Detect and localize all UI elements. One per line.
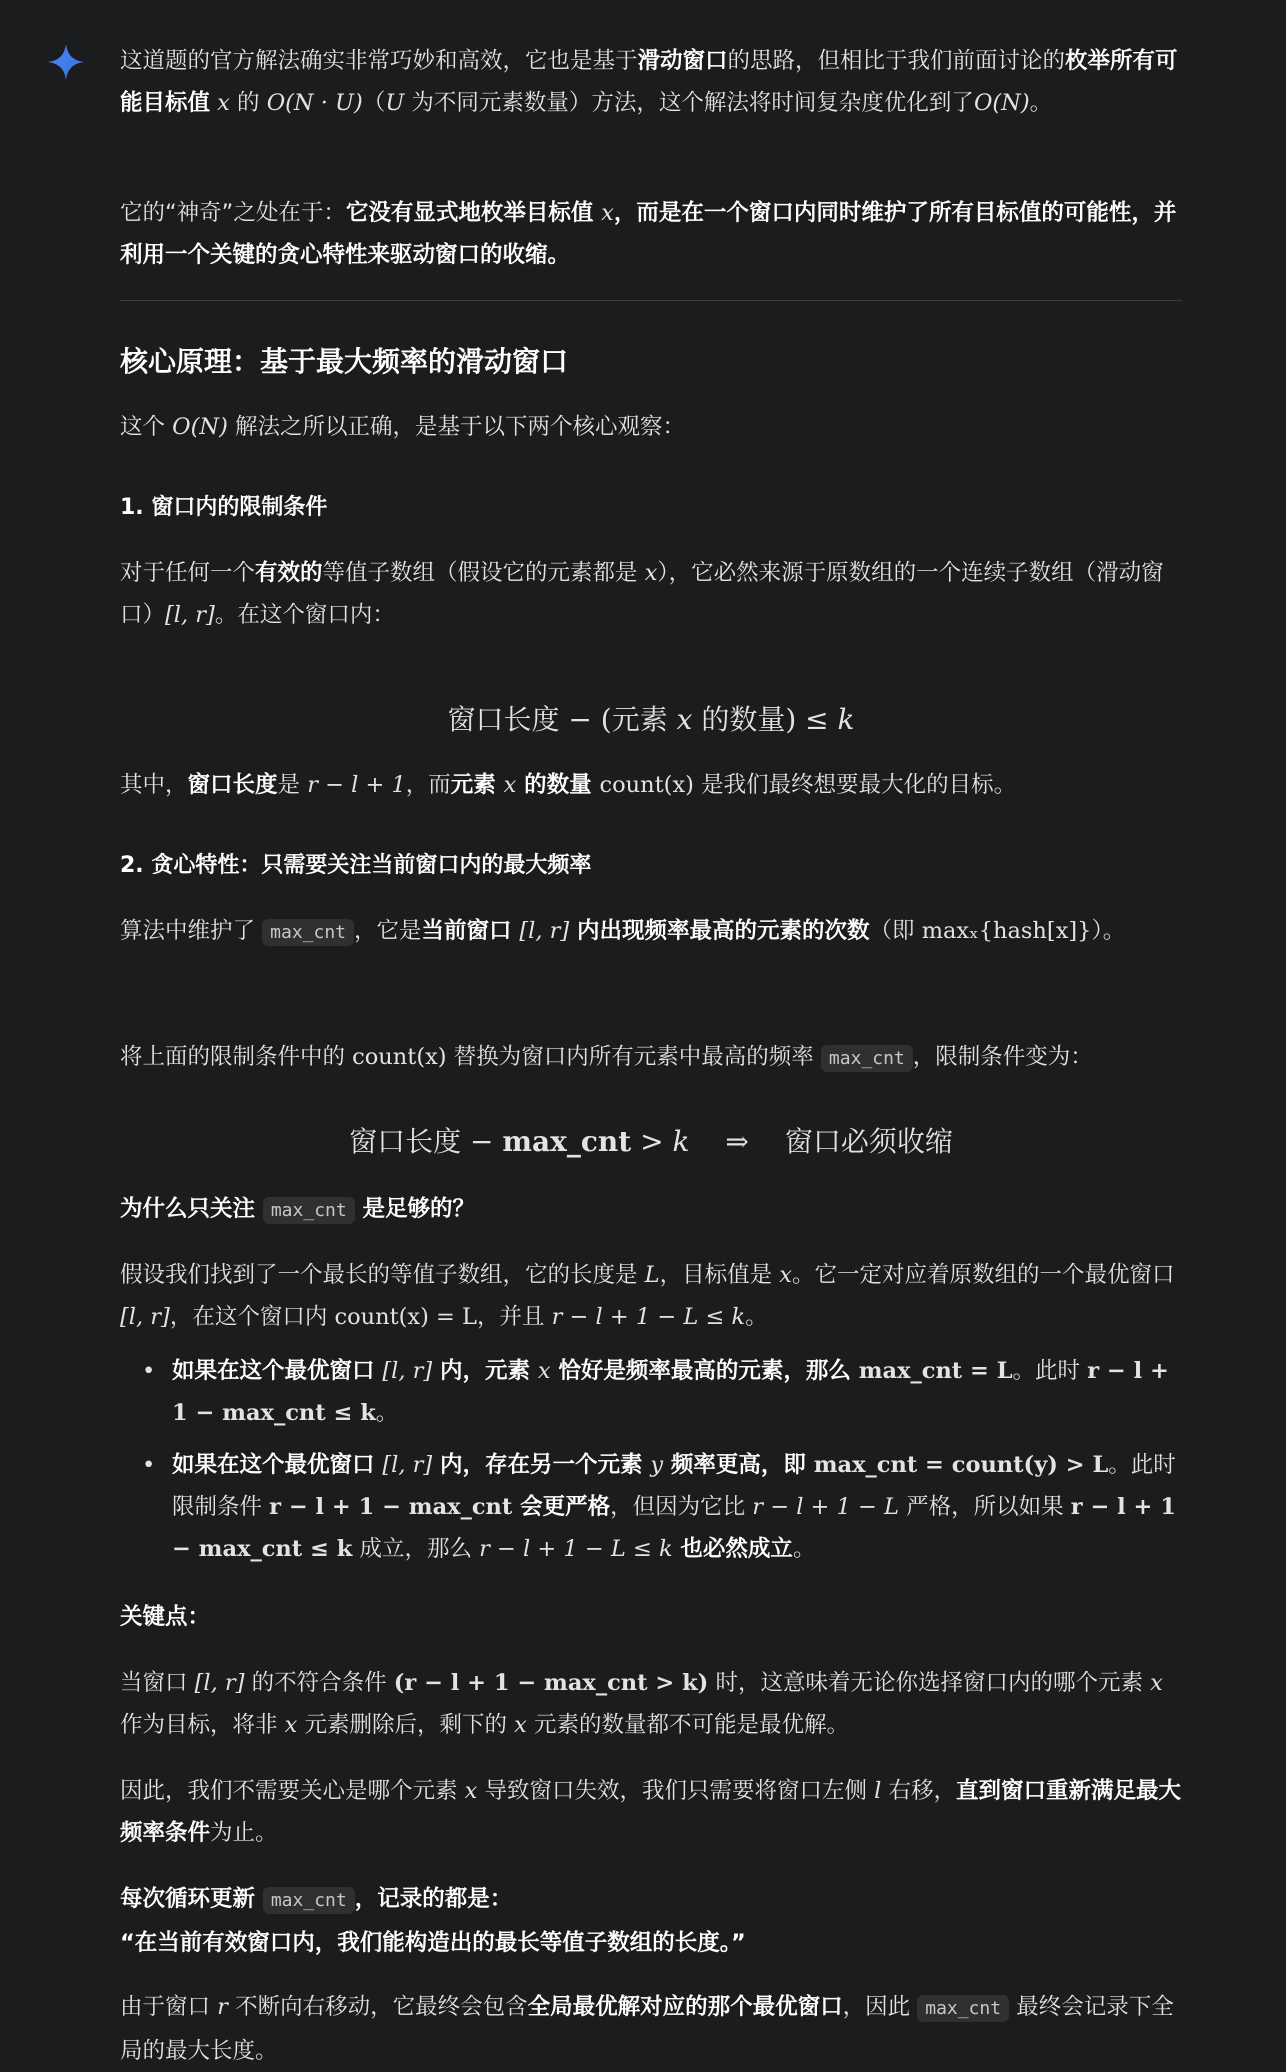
math-operator: >: [631, 1125, 673, 1158]
text: 作为目标，将非: [120, 1712, 285, 1738]
math: x: [644, 560, 658, 586]
conclusion-paragraph: [120, 1986, 1182, 2072]
math: r − l + 1 − max_cnt ≤ k: [172, 1494, 1176, 1562]
equation-shrink: [120, 1120, 1182, 1164]
text: 其中，: [120, 772, 188, 798]
text: 。: [1029, 90, 1053, 116]
text: 为止。: [210, 1820, 278, 1846]
math: r − l + 1 − max_cnt: [269, 1494, 513, 1520]
text: 元素删除后，剩下的: [297, 1712, 515, 1738]
text: 算法中维护了: [120, 918, 263, 944]
math-operator: ≤: [796, 703, 838, 736]
text: 这道题的官方解法确实非常巧妙和高效，它也是基于: [120, 48, 638, 74]
inline-code: max_cnt: [917, 1995, 1009, 2022]
text: 因此，我们不需要关心是哪个元素: [120, 1778, 465, 1804]
text: 成立，那么: [352, 1536, 480, 1562]
math: [l, r]: [165, 602, 215, 628]
bold-text: 为什么只关注: [120, 1196, 263, 1222]
math: y: [650, 1452, 664, 1478]
replace-paragraph: [120, 1036, 1182, 1080]
text: 当窗口: [120, 1670, 195, 1696]
bold-text: 会更严格: [512, 1494, 611, 1520]
text: 。此时限制条件: [172, 1452, 1176, 1520]
math: r − l + 1: [307, 772, 406, 798]
math: x: [464, 1778, 478, 1804]
section-heading: 核心原理：基于最大频率的滑动窗口: [120, 345, 569, 378]
constraint-paragraph: [120, 552, 1182, 636]
invalid-window-paragraph: [120, 1662, 1182, 1746]
math: x: [284, 1712, 298, 1738]
text: 。此时: [1012, 1358, 1088, 1384]
math: max_cnt: [502, 1125, 632, 1158]
divider: [120, 300, 1182, 301]
math: x: [601, 200, 614, 226]
window-length-paragraph: [120, 764, 1182, 806]
text: 替换为窗口内所有元素中最高的频率: [446, 1044, 821, 1070]
math: k: [837, 703, 855, 736]
bold-text: 有效的: [255, 560, 323, 586]
math: count(x) = L: [334, 1304, 477, 1330]
text: ），它必然来源于原数组的一个连续子数组（滑动窗口）: [120, 560, 1164, 628]
math: L: [644, 1262, 660, 1288]
text: 将上面的限制条件中的: [120, 1044, 353, 1070]
bold-text: 它没有显式地枚举目标值: [345, 200, 602, 226]
text: 元素的数量都不可能是最优解。: [526, 1712, 850, 1738]
text: 时，这意味着无论你选择窗口内的哪个元素: [708, 1670, 1151, 1696]
equation-constraint: [120, 698, 1182, 742]
list-item: [172, 1350, 1182, 1434]
observation-intro: [120, 406, 1182, 448]
inline-code: max_cnt: [821, 1045, 913, 1072]
text: 是我们最终想要最大化的目标。: [693, 772, 1017, 798]
inline-code: max_cnt: [262, 919, 354, 946]
intro-paragraph: [120, 40, 1182, 124]
text: 。它一定对应着原数组的一个最优窗口: [791, 1262, 1175, 1288]
text: 的思路，但相比于我们前面讨论的: [727, 48, 1066, 74]
math-operator: −: [461, 1125, 503, 1158]
key-point-label: [120, 1596, 1182, 1638]
bold-text: 如果在这个最优窗口: [172, 1358, 383, 1384]
math: [l, r]: [382, 1358, 433, 1384]
bold-text: “在当前有效窗口内，我们能构造出的最长等值子数组的长度。”: [120, 1930, 746, 1956]
text: 不断向右移动，它最终会包含: [227, 1994, 528, 2020]
text: ，而: [405, 772, 451, 798]
math: [l, r]: [382, 1452, 433, 1478]
bold-text: 内，存在另一个元素: [432, 1452, 651, 1478]
text: ，它是: [354, 918, 422, 944]
text: ，并且: [476, 1304, 552, 1330]
text: （: [362, 90, 386, 116]
max-cnt-paragraph: [120, 910, 1182, 954]
text: 的: [229, 90, 267, 116]
math: 窗口长度: [349, 1125, 462, 1158]
math: [l, r]: [120, 1304, 170, 1330]
math: (r − l + 1 − max_cnt > k): [393, 1670, 709, 1696]
text: ，目标值是: [659, 1262, 780, 1288]
text: 。: [792, 1536, 816, 1562]
bold-text: 是足够的？: [354, 1196, 476, 1222]
text: 这个: [120, 414, 173, 440]
bold-text: 频率更高，即: [663, 1452, 814, 1478]
text: 等值子数组（假设它的元素都是: [322, 560, 645, 586]
inline-code: max_cnt: [263, 1197, 355, 1224]
math: (元素: [600, 703, 677, 736]
math: 的数量): [692, 703, 797, 736]
magic-paragraph: [120, 192, 1182, 276]
bold-text: 每次循环更新: [120, 1886, 263, 1912]
implies-arrow: ⇒: [725, 1125, 749, 1158]
bold-text: 窗口长度: [187, 772, 278, 798]
math: x: [217, 90, 230, 116]
text: 是: [277, 772, 308, 798]
math: O(N): [973, 90, 1030, 116]
update-paragraph: [120, 1878, 1182, 1964]
text: 解法之所以正确，是基于以下两个核心观察：: [227, 414, 686, 440]
text: ）。: [1091, 918, 1126, 944]
math: x: [514, 1712, 527, 1738]
math: x: [676, 703, 693, 736]
math-operator: −: [559, 703, 601, 736]
text: ，限制条件变为：: [912, 1044, 1093, 1070]
text: 。: [375, 1400, 399, 1426]
assume-paragraph: [120, 1254, 1182, 1338]
bold-text: 内出现频率最高的元素的次数: [569, 918, 870, 944]
text: 它的“神奇”之处在于：: [120, 200, 346, 226]
math: r − l + 1 − L: [752, 1494, 899, 1520]
math: max_cnt = count(y) > L: [813, 1452, 1109, 1478]
math: r − l + 1 − L ≤ k: [479, 1536, 673, 1562]
math: x: [1150, 1670, 1163, 1696]
bold-text: 关键点：: [120, 1604, 211, 1630]
math: [l, r]: [519, 918, 570, 944]
case-list: [120, 1350, 1182, 1570]
bold-text: 元素: [450, 772, 504, 798]
math: x: [503, 772, 517, 798]
math: 窗口长度: [447, 703, 560, 736]
math: k: [672, 1125, 690, 1158]
text: 严格，所以如果: [898, 1494, 1071, 1520]
subheading-2: 2. 贪心特性：只需要关注当前窗口内的最大频率: [120, 853, 592, 878]
bold-text: 如果在这个最优窗口: [172, 1452, 383, 1478]
bold-text: 也必然成立: [672, 1536, 793, 1562]
text: 最终会记录下全局的最大长度。: [120, 1994, 1174, 2064]
bold-text: 直到窗口重新满足最大频率条件: [120, 1778, 1182, 1846]
text: ，在这个窗口内: [169, 1304, 335, 1330]
bold-text: 当前窗口: [421, 918, 520, 944]
text: 导致窗口失效，我们只需要将窗口左侧: [477, 1778, 875, 1804]
inline-code: max_cnt: [263, 1887, 355, 1914]
bold-text: 的数量: [516, 772, 600, 798]
text: 。: [745, 1304, 768, 1330]
bold-text: ，而是在一个窗口内同时维护了所有目标值的可能性，并利用一个关键的贪心特性来驱动窗口的收缩。: [120, 200, 1177, 268]
bold-text: 内，元素: [432, 1358, 538, 1384]
therefore-paragraph: [120, 1770, 1182, 1854]
math: r − l + 1 − L ≤ k: [551, 1304, 746, 1330]
bold-text: ，记录的都是：: [354, 1886, 513, 1912]
math: count(x): [352, 1044, 447, 1070]
text: ，因此: [842, 1994, 918, 2020]
why-paragraph: [120, 1188, 1182, 1232]
math: [l, r]: [194, 1670, 245, 1696]
math: O(N · U): [266, 90, 363, 116]
list-item: [172, 1444, 1182, 1570]
math: x: [537, 1358, 551, 1384]
math: count(x): [599, 772, 694, 798]
bold-text: 滑动窗口: [637, 48, 728, 74]
math: maxₓ{hash[x]}: [921, 918, 1092, 944]
math: x: [779, 1262, 792, 1288]
math: r: [217, 1994, 228, 2020]
math: max_cnt = L: [858, 1358, 1013, 1384]
math: l: [874, 1778, 882, 1804]
text: （即: [869, 918, 922, 944]
math: r − l + 1 − max_cnt ≤ k: [172, 1358, 1169, 1426]
text: ，但因为它比: [610, 1494, 753, 1520]
text: 假设我们找到了一个最长的等值子数组，它的长度是: [120, 1262, 645, 1288]
math: U: [385, 90, 405, 116]
bold-text: 恰好是频率最高的元素，那么: [550, 1358, 859, 1384]
bold-text: 枚举所有可能目标值: [120, 48, 1178, 116]
text: 的不符合条件: [244, 1670, 394, 1696]
text: 由于窗口: [120, 1994, 218, 2020]
text: 对于任何一个: [120, 560, 256, 586]
text: 为不同元素数量）方法，这个解法将时间复杂度优化到了: [404, 90, 974, 116]
math: O(N): [172, 414, 228, 440]
gemini-spark-icon: [46, 42, 86, 82]
text: 。在这个窗口内：: [214, 602, 395, 628]
math: 窗口必须收缩: [784, 1125, 953, 1158]
bold-text: 全局最优解对应的那个最优窗口: [527, 1994, 843, 2020]
text: 右移，: [881, 1778, 957, 1804]
subheading-1: 1. 窗口内的限制条件: [120, 495, 328, 520]
